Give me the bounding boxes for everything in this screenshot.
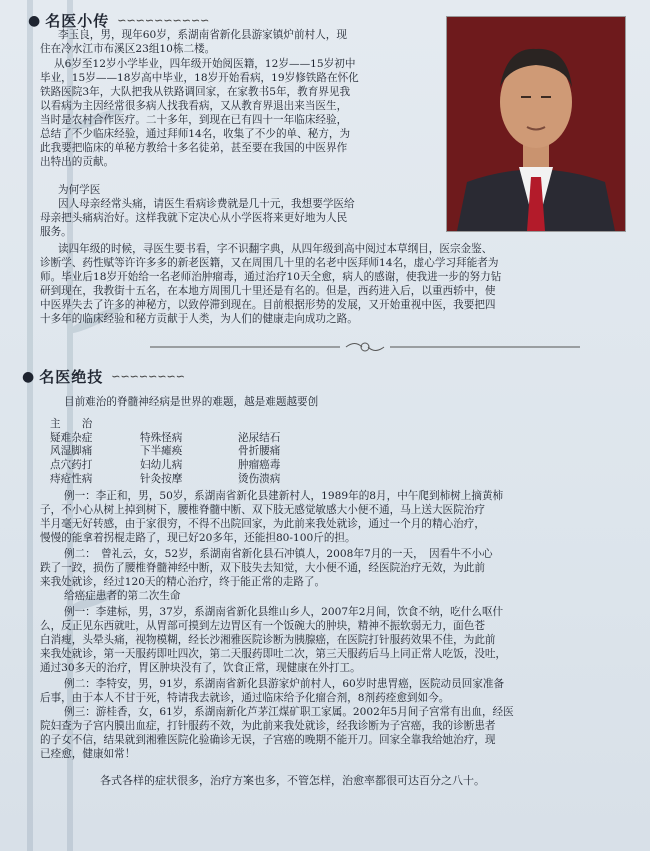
bio-line: 毕业，15岁——18岁高中毕业，18岁开始看病，19岁修铁路在怀化: [40, 72, 359, 84]
grid-cell: 风湿脚痛: [50, 445, 93, 458]
grid-cell: 妇幼儿病: [140, 459, 183, 472]
grid-row: [50, 473, 280, 487]
grid-cell: 肿瘤癌毒: [238, 459, 281, 472]
case-line: 通过30多天的治疗，胃区肿块没有了，饮食正常，现健康在外打工。: [40, 662, 361, 674]
grid-cell: 烫伤溃病: [238, 472, 281, 485]
case-line: 来我处就诊，经过120天的精心治疗，终于能正常的走路了。: [40, 576, 326, 588]
grid-cell: 泌尿结石: [238, 431, 281, 444]
case-line: 给癌症患者的第二次生命: [64, 590, 181, 602]
flourish-icon: ∽∽∽∽∽∽∽∽: [111, 370, 185, 383]
section-header-bio: [28, 10, 209, 31]
bio-line: 服务。: [40, 226, 72, 238]
case-line: 白消瘦，头晕头痛，视物模糊，经长沙湘雅医院诊断为胰腺癌，在医院打针服药效果不佳，为此前: [40, 634, 496, 646]
bullet-icon: ●: [22, 368, 36, 385]
bio-line: 李玉良，男，现年60岁，系湖南省新化县游家镇炉前村人，现: [58, 29, 347, 41]
bio-line: 住在冷水江市布溪区23组10栋二楼。: [40, 43, 216, 55]
grid-cell: 痔疮性病: [50, 472, 93, 485]
case-line: 半月毫无好转感，由于家很穷，不得不出院回家，为此前来我处就诊，通过一个月的精心治疗，: [40, 518, 485, 530]
bio-line: 以看病为主因经常很多病人找我看病，又从教育界退出来当医生，: [40, 100, 348, 112]
bio-line: 诊断学、药性赋等许许多多的新老医籍，又在周围几十里的名老中医拜师14名，虚心学习拜能者为: [40, 257, 499, 269]
grid-row: [50, 459, 280, 473]
case-line: 例二： 曾礼云，女，52岁，系湖南省新化县石冲镇人，2008年7月的一天， 因看牛不小心: [64, 548, 493, 560]
case-line: 跌了一跤，损伤了腰椎脊髓神经中断，双下肢失去知觉，大小便不通，经医院治疗无效，为此前: [40, 562, 485, 574]
grid-cell: 主 治: [50, 418, 93, 430]
case-line: 院妇查为子宫内膜出血症，打针服药不效，为此前来我处就诊，经我诊断为子宫癌，我的诊断患者: [40, 720, 496, 732]
bio-line: 中医界失去了许多的神秘方，以致停滞到现在。目前根据形势的发展，又开始重视中医，我要把四: [40, 299, 496, 311]
bio-line: 出特出的贡献。: [40, 156, 115, 168]
case-line: 慢慢的能拿着拐棍走路了，现已好20多年，还能担80-100斤的担。: [40, 532, 356, 544]
case-line: 例二：李特安，男，91岁，系湖南省新化县游家炉前村人，60岁时患胃癌，医院动员回家准备: [64, 678, 505, 690]
bio-line: 此我要把临床的单秘方教给十多名徒弟，甚至要在我国的中医界作: [40, 142, 348, 154]
grid-cell: 针灸按摩: [140, 472, 183, 485]
flourish-icon: ∽∽∽∽∽∽∽∽∽∽: [117, 14, 210, 27]
bio-line: 读四年级的时候，寻医生要书看，字不识翻字典，从四年级到高中阅过本草纲目，医宗金鉴、: [58, 243, 493, 255]
bio-line: 研到现在，我教街十五名，在本地方周围几十里还是有名的。但是，西药进入后，以重西轿中，使: [40, 285, 496, 297]
case-line: 子，不小心从树上掉到树下，腰椎脊髓中断、双下肢无感觉敏感大小便不通，马上送大医院治疗: [40, 504, 485, 516]
grid-row: [50, 432, 280, 446]
bio-line: 为何学医: [58, 184, 101, 196]
bio-line: 师。毕业后18岁开始给一名老师治肿瘤毒，通过治疗10天全愈，病人的感谢，使我进一步的努力钻: [40, 271, 502, 283]
case-line: 来我处就诊，第一天服药即吐四次，第二天服药即吐二次，第三天服药后马上同正常人吃饭，没吐，: [40, 648, 507, 660]
bio-line: 从6岁至12岁小学毕业，四年级开始阅医籍，12岁——15岁初中: [54, 58, 356, 70]
case-line: 的子女不信，结果就到湘雅医院化验确诊无误，子宫癌的晚期不能开刀。回家全靠我给她治疗，现: [40, 734, 496, 746]
portrait-photo: [446, 16, 626, 232]
case-line: 例一：李正和，男，50岁，系湖南省新化县建新村人，1989年的8月，中午爬到柿树上摘黄柿: [64, 490, 504, 502]
skills-intro: 目前难治的脊髓神经病是世界的难题，越是难题越要创: [64, 396, 319, 408]
section-header-skills: [22, 366, 185, 387]
grid-row: [50, 418, 280, 432]
grid-row: [50, 445, 280, 459]
grid-cell: 特殊怪病: [140, 431, 183, 444]
bio-line: 母亲把头痛病治好。这样我就下定决心从小学医将来更好地为人民: [40, 212, 348, 224]
case-line: 例一：李建标，男，37岁，系湖南省新化县维山乡人，2007年2月间，饮食不纳，吃什么呕什: [64, 606, 504, 618]
grid-cell: 疑难杂症: [50, 431, 93, 444]
bullet-icon: ●: [28, 12, 42, 29]
divider-flourish-icon: [150, 340, 580, 354]
grid-cell: 骨折腰痛: [238, 445, 281, 458]
bio-line: 铁路医院3年，大队把我从铁路调回家，在家教书5年，教育界见我: [40, 86, 351, 98]
case-line: 么，反正见东西就吐，从胃部可摸到左边胃区有一个饭碗大的肿块，精神不振软弱无力，面色苍: [40, 620, 485, 632]
section-title: 名医绝技: [39, 368, 104, 386]
case-line: 例三：游桂香，女，61岁，系湖南新化芦茅江煤矿职工家属。2002年5月间子宫常有出血，经医: [64, 706, 514, 718]
bio-line: 总结了不少临床经验，通过拜师14名，收集了不少的单、秘方，为: [40, 128, 351, 140]
closing-line: 各式各样的症状很多，治疗方案也多，不管怎样，治愈率都很可达百分之八十。: [100, 774, 485, 787]
section-title: 名医小传: [45, 12, 110, 30]
treatment-grid: [50, 418, 280, 487]
bio-line: 因人母亲经常头痛，请医生看病诊费就是几十元，我想要学医给: [58, 198, 355, 210]
bio-line: 当时是农村合作医疗。二十多年，到现在已有四十一年临床经验，: [40, 114, 348, 126]
bio-line: 十多年的临床经验和秘方贡献于人类，为人们的健康走向成功之路。: [40, 313, 358, 325]
case-line: 已痊愈，健康如常！: [40, 748, 136, 760]
case-line: 后事，由于本人不甘于死，特请我去就诊，通过临床给予化瘤合剂，8剂药痊愈到如今。: [40, 692, 450, 704]
grid-cell: 下半瘫痪: [140, 445, 183, 458]
grid-cell: 点穴药打: [50, 459, 93, 472]
